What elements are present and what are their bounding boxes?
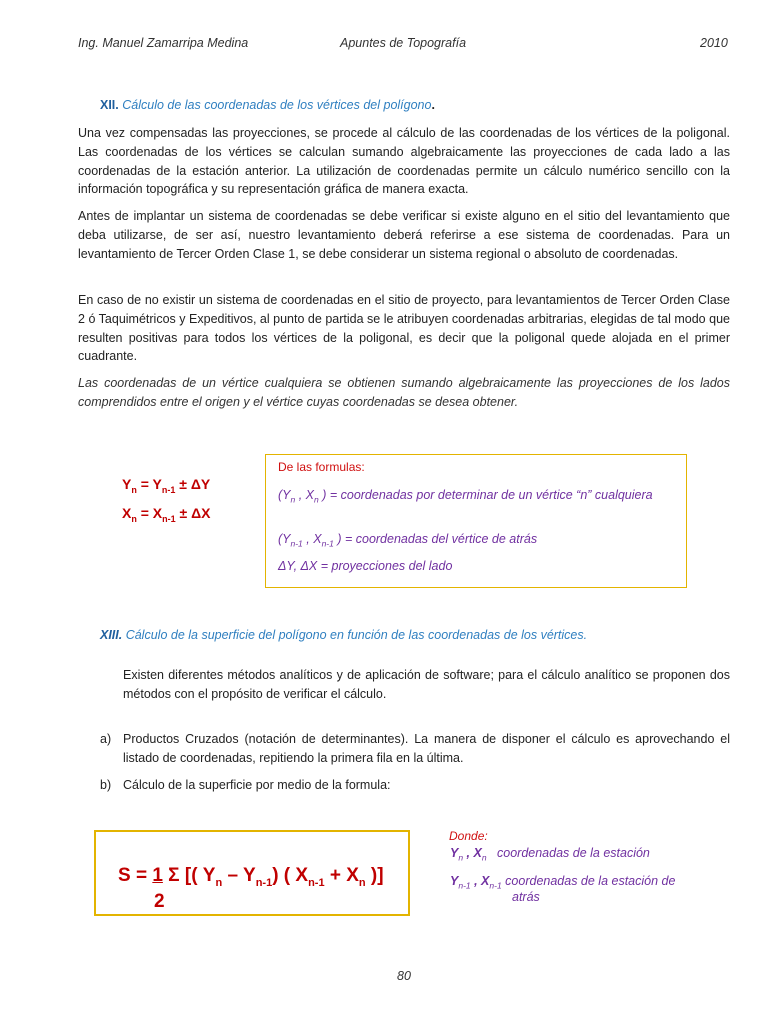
definitions-label: De las formulas: xyxy=(278,460,365,474)
area-formula-denominator: 2 xyxy=(154,891,165,912)
list-text-a: Productos Cruzados (notación de determinantes). La manera de disponer el cálculo es aprovechando el listado de coordenadas, repitiendo la primera fila en la última. xyxy=(123,732,730,765)
definitions-box xyxy=(265,454,687,588)
section-12-period: . xyxy=(431,98,435,112)
formula-y: $Y_n = Y_{n-1} \pm \Delta Y$ xyxy=(122,476,211,495)
paragraph-2: Antes de implantar un sistema de coordenadas se debe verificar si existe alguno en el sitio del levantamiento que deba utilizarse, de ser así, nuestro levantamiento deberá referirse a ese sistema de coordenadas. Para un levantamiento de Tercer Orden Clase 1, se debe considerar un sistema regional o absoluto de coordenadas. xyxy=(78,209,730,261)
section-13-title: Cálculo de la superficie del polígono en función de las coordenadas de los vértices. xyxy=(122,628,588,642)
definition-coordinates-previous: ($Y_{n-1}$ , $X_{n-1}$ ) = coordenadas del vértice de atrás xyxy=(278,532,538,549)
paragraph-4-italic: Las coordenadas de un vértice cualquiera se obtienen sumando algebraicamente las proyecciones de los lados comprendidos entre el origen y el vértice cuyas coordenadas se desea obtener. xyxy=(78,376,730,409)
section-13-number: XIII. xyxy=(100,628,123,642)
header-year: 2010 xyxy=(700,36,728,50)
donde-previous-station: $Y_{n-1}$ , $X_{n-1}$ coordenadas de la estación de xyxy=(450,874,676,891)
section-13-intro: Existen diferentes métodos analíticos y de aplicación de software; para el cálculo analítico se proponen dos métodos con el propósito de verificar el cálculo. xyxy=(123,668,730,701)
area-formula: S = 1 Σ [( $Y_n - Y_{n-1}$) ( $X_{n-1} + X_n$ )] xyxy=(118,865,384,889)
list-marker-b: b) xyxy=(100,778,112,792)
page-number: 80 xyxy=(397,969,411,983)
definition-projections: ΔY, ΔX = proyecciones del lado xyxy=(278,559,453,573)
donde-previous-station-cont: atrás xyxy=(512,890,540,904)
section-12-heading xyxy=(100,98,435,112)
header-title: Apuntes de Topografía xyxy=(340,36,467,50)
list-text-b: Cálculo de la superficie por medio de la formula: xyxy=(123,778,391,792)
section-13-heading xyxy=(100,628,587,642)
definition-coordinates-n: ($Y_n$ , $X_n$ ) = coordenadas por determinar de un vértice “n” cualquiera xyxy=(278,488,653,505)
list-marker-a: a) xyxy=(100,732,112,746)
donde-current-station: $Y_n$ , $X_n$ coordenadas de la estación xyxy=(450,846,650,863)
paragraph-1: Una vez compensadas las proyecciones, se procede al cálculo de las coordenadas de los vértices de la poligonal. Las coordenadas de los vértices se calculan sumando algebraicamente las proyecciones de cada lado a las coordenadas de la estación anterior. La utilización de coordenadas permite un cálculo numérico sencillo con la información topográfica y su representación gráfica de manera exacta. xyxy=(78,126,730,197)
section-12-title: Cálculo de las coordenadas de los vértices del polígono xyxy=(118,98,432,112)
paragraph-3: En caso de no existir un sistema de coordenadas en el sitio de proyecto, para levantamientos de Tercer Orden Clase 2 ó Taquimétricos y Expeditivos, al punto de partida se le atribuyen coordenadas arbitrarias, elegidas de tal modo que resulten positivas para todos los vértices de la poligonal, es decir que la poligonal quede alojada en el primer cuadrante. xyxy=(78,293,730,364)
donde-label: Donde: xyxy=(449,829,488,843)
formula-x: $X_n = X_{n-1} \pm \Delta X$ xyxy=(122,505,211,524)
section-12-number: XII. xyxy=(100,98,119,112)
area-formula-box xyxy=(94,830,410,916)
header-author: Ing. Manuel Zamarripa Medina xyxy=(78,36,249,50)
